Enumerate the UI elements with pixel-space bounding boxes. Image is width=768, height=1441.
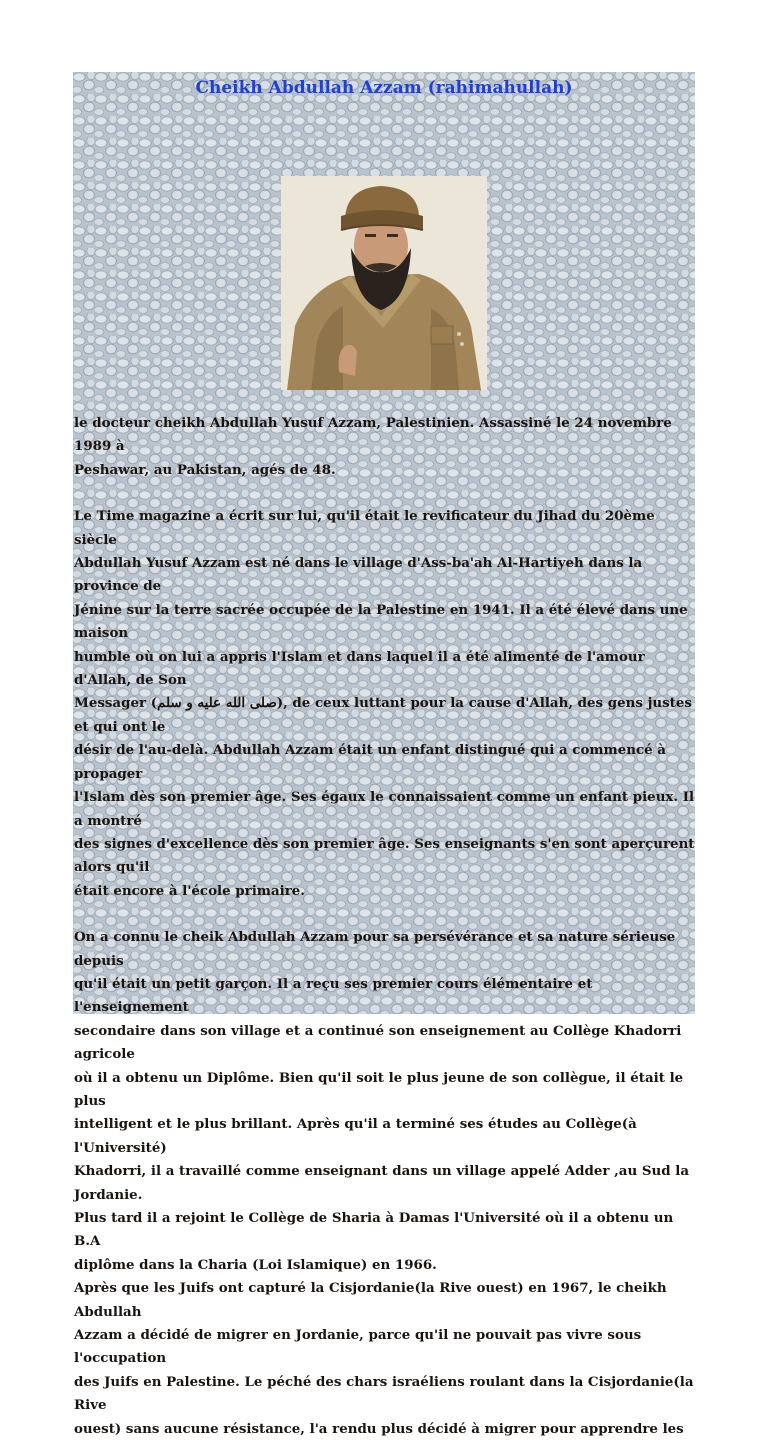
portrait-photo <box>281 176 487 390</box>
page-title: Cheikh Abdullah Azzam (rahimahullah) <box>195 78 573 98</box>
paragraph-biography: Le Time magazine a écrit sur lui, qu'il était le revificateur du Jihad du 20ème siècle Abdullah Yusuf Azzam est né dans le village d'Ass-ba'ah Al-Hartiyeh dans la province de Jénine sur la terre sacrée occupée de la Palestine en 1941. Il a été élevé dans une maison humble où on lui a appris l'Islam et dans laquel il a été alimenté de l'amour d'Allah, de Son Messager (صلى الله عليه و سلم), de ceux luttant pour la cause d'Allah, des gens justes et qui ont le désir de l'au-delà. Abdullah Azzam était un enfant distingué qui a commencé à propager l'Islam dès son premier âge. Ses égaux le connaissaient comme un enfant pieux. Il a montré des signes d'excellence dès son premier âge. Ses enseignants s'en sont aperçurent alors qu'il était encore à l'école primaire. <box>74 508 695 899</box>
portrait-illustration <box>281 176 487 390</box>
paragraph-intro: le docteur cheikh Abdullah Yusuf Azzam, Palestinien. Assassiné le 24 novembre 1989 à Peshawar, au Pakistan, agés de 48. <box>74 415 672 478</box>
article-body <box>74 412 696 1441</box>
document-page <box>73 72 695 1437</box>
paragraph-education: On a connu le cheik Abdullah Azzam pour sa persévérance et sa nature sérieuse depuis qu'il était un petit garçon. Il a reçu ses premier cours élémentaire et l'enseignement secondaire dans son village et a continué son enseignement au Collège Khadorri agricole où il a obtenu un Diplôme. Bien qu'il soit le plus jeune de son collègue, il était le plus intelligent et le plus brillant. Après qu'il a terminé ses études au Collège(à l'Université) Khadorri, il a travaillé comme enseignant dans un village appelé Adder ,au Sud la Jordanie. Plus tard il a rejoint le Collège de Sharia à Damas l'Université où il a obtenu un B.A diplôme dans la Charia (Loi Islamique) en 1966. Après que les Juifs ont capturé la Cisjordanie(la Rive ouest) en 1967, le cheikh Abdullah Azzam a décidé de migrer en Jordanie, parce qu'il ne pouvait pas vivre sous l'occupation des Juifs en Palestine. Le péché des chars israéliens roulant dans la Cisjordanie(la Rive ouest) sans aucune résistance, l'a rendu plus décidé à migrer pour apprendre les <box>74 929 694 1437</box>
